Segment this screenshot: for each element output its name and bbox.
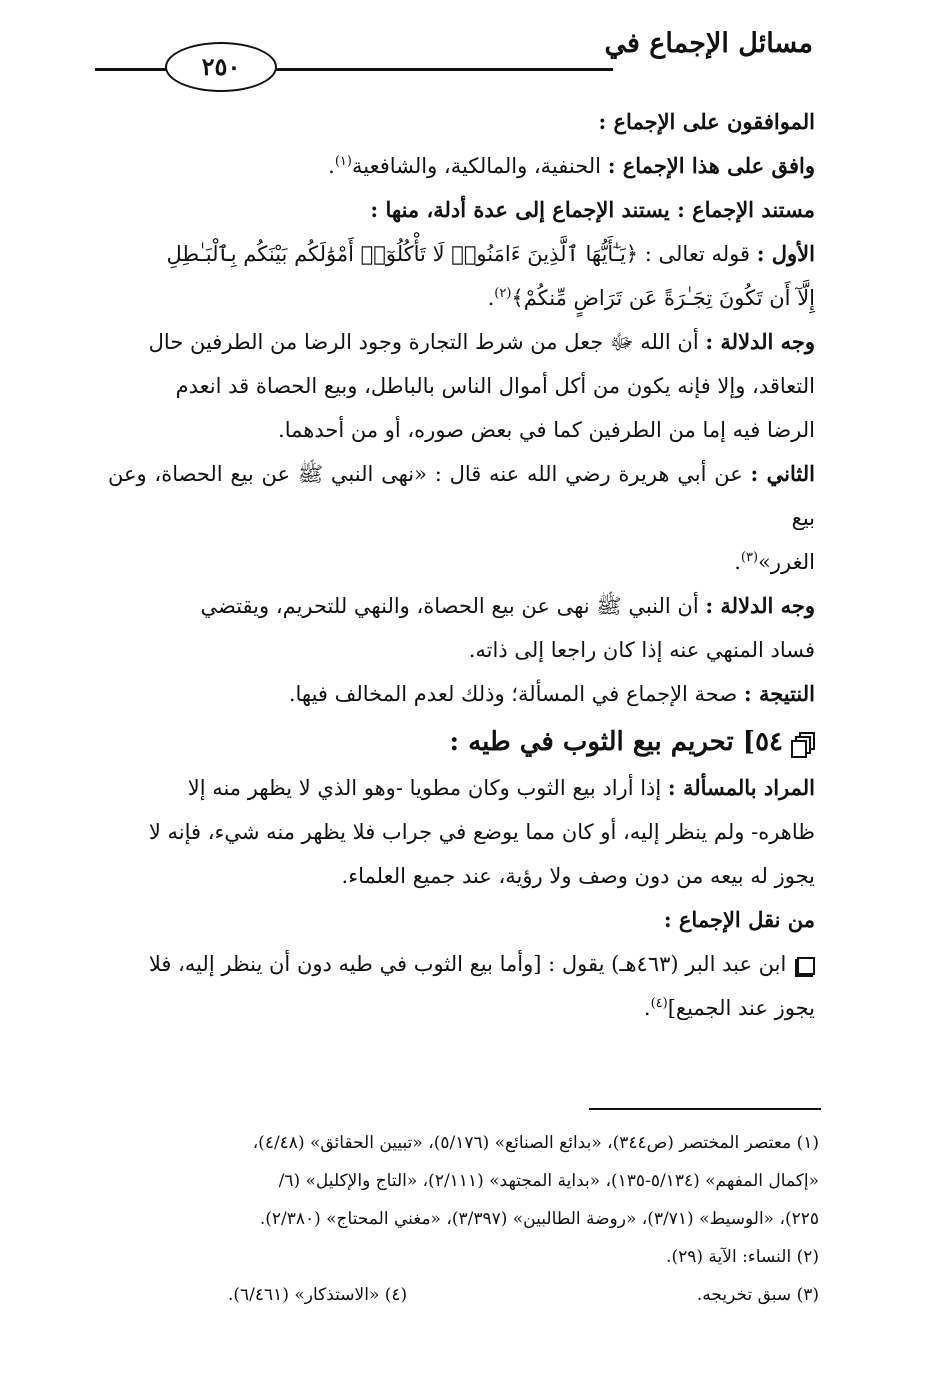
- label-basis: مستند الإجماع :: [677, 197, 815, 222]
- text-evidence: أن الله ﷻ جعل من شرط التجارة وجود الرضا من الطرفين حال: [148, 330, 706, 354]
- page-header: [95, 28, 813, 88]
- period: .: [328, 154, 335, 178]
- period: .: [487, 286, 495, 310]
- paragraph-ibn-cont: [108, 986, 815, 1030]
- quran-verse-part1: قوله تعالى : ﴿يَـٰٓأَيُّهَا ٱلَّذِينَ ءَامَنُوا۟ لَا تَأْكُلُوٓا۟ أَمْوَٰلَكُم بَيْنَكُم بِٱلْبَـٰطِلِ: [166, 242, 757, 266]
- book-icon: [793, 732, 815, 754]
- label-first: الأول :: [756, 241, 815, 266]
- text-agreed: الحنفية، والمالكية، والشافعية: [351, 154, 608, 178]
- paragraph-evidence-1: [108, 320, 815, 364]
- label-agreed: وافق على هذا الإجماع :: [607, 153, 815, 178]
- label-second: الثاني :: [750, 461, 815, 486]
- text-evidence: أن النبي ﷺ نهى عن بيع الحصاة، والنهي للتحريم، ويقتضي: [200, 594, 706, 618]
- paragraph-first-cont: [108, 276, 815, 320]
- text-quote-end: يجوز عند الجميع]: [667, 996, 815, 1020]
- paragraph-result: [108, 672, 815, 716]
- paragraph-agreeing: [108, 144, 815, 188]
- section-heading: [108, 720, 815, 764]
- paragraph-meaning: [108, 766, 815, 810]
- main-text: [108, 100, 815, 1030]
- footnote-1: (١) معتصر المختصر (ص٣٤٤)، «بدائع الصنائع» (٥/١٧٦)، «تبيين الحقائق» (٤/٤٨)،: [252, 1133, 819, 1153]
- paragraph-basis: [108, 188, 815, 232]
- label-evidence: وجه الدلالة :: [705, 593, 815, 618]
- footnote-2: (٢) النساء: الآية (٢٩).: [666, 1247, 819, 1267]
- paragraph-ibn-abd-albarr: [108, 942, 815, 986]
- text-gharar: الغرر»: [758, 550, 815, 574]
- paragraph-evidence-2: [108, 584, 815, 628]
- footnote-ref-1: (١): [334, 154, 352, 169]
- text-result: صحة الإجماع في المسألة؛ وذلك لعدم المخالف فيها.: [288, 682, 744, 706]
- footnote-3: (٣) سبق تخريجه.: [696, 1285, 819, 1305]
- section-title-text: ٥٤] تحريم بيع الثوب في طيه :: [449, 727, 783, 757]
- text-line: يجوز له بيعه من دون وصف ولا رؤية، عند جميع العلماء.: [341, 864, 815, 888]
- footnote-row: [108, 1276, 819, 1314]
- running-title: مسائل الإجماع في: [604, 28, 813, 59]
- footnote-ref-3: (٣): [740, 550, 759, 565]
- quran-verse-part2: إِلَّآ أَن تَكُونَ تِجَـٰرَةً عَن تَرَاضٍ مِّنكُمْ﴾: [511, 286, 815, 310]
- paragraph-first: [108, 232, 815, 276]
- footnote-separator: [589, 1108, 821, 1110]
- text-ibn-abd-albarr: ابن عبد البر (٤٦٣هـ) يقول : [وأما بيع الثوب في طيه دون أن ينظر إليه، فلا: [148, 952, 793, 976]
- footnote-1-cont: ٢٢٥)، «الوسيط» (٣/٧١)، «روضة الطالبين» (٣/٣٩٧)، «مغني المحتاج» (٢/٣٨٠).: [259, 1209, 819, 1229]
- heading-agreeing: الموافقون على الإجماع :: [598, 109, 815, 134]
- square-bullet-icon: [797, 957, 815, 975]
- text-line: فساد المنهي عنه إذا كان راجعا إلى ذاته.: [468, 638, 815, 662]
- footnote-4: (٤) «الاستذكار» (٦/٤٦١).: [228, 1285, 408, 1305]
- text-line: ظاهره- ولم ينظر إليه، أو كان مما يوضع في جراب فلا يظهر منه شيء، فإنه لا: [148, 820, 815, 844]
- period: .: [734, 550, 741, 574]
- label-meaning: المراد بالمسألة :: [667, 775, 815, 800]
- footnotes: [108, 1124, 819, 1314]
- period: .: [643, 996, 651, 1020]
- text-meaning: إذا أراد بيع الثوب وكان مطويا -وهو الذي لا يظهر منه إلا: [187, 776, 668, 800]
- heading-transmitters: من نقل الإجماع :: [663, 907, 815, 932]
- paragraph-second-cont: [108, 540, 815, 584]
- footnote-ref-4: (٤): [650, 996, 668, 1011]
- text-line: التعاقد، وإلا فإنه يكون من أكل أموال الناس بالباطل، وبيع الحصاة قد انعدم: [175, 374, 815, 398]
- text-second: عن أبي هريرة رضي الله عنه قال : «نهى النبي ﷺ عن بيع الحصاة، وعن بيع: [108, 462, 815, 530]
- label-evidence: وجه الدلالة :: [705, 329, 815, 354]
- text-line: الرضا فيه إما من الطرفين كما في بعض صوره، أو من أحدهما.: [278, 418, 815, 442]
- label-result: النتيجة :: [743, 681, 815, 706]
- footnote-ref-2: (٢): [494, 286, 512, 301]
- paragraph-second: [108, 452, 815, 540]
- text-basis: يستند الإجماع إلى عدة أدلة، منها :: [370, 197, 678, 222]
- footnote-1-cont: «إكمال المفهم» (٥/١٣٤-١٣٥)، «بداية المجتهد» (٢/١١١)، «التاج والإكليل» (٦/: [278, 1171, 819, 1191]
- page-number: ٢٥٠: [165, 42, 277, 92]
